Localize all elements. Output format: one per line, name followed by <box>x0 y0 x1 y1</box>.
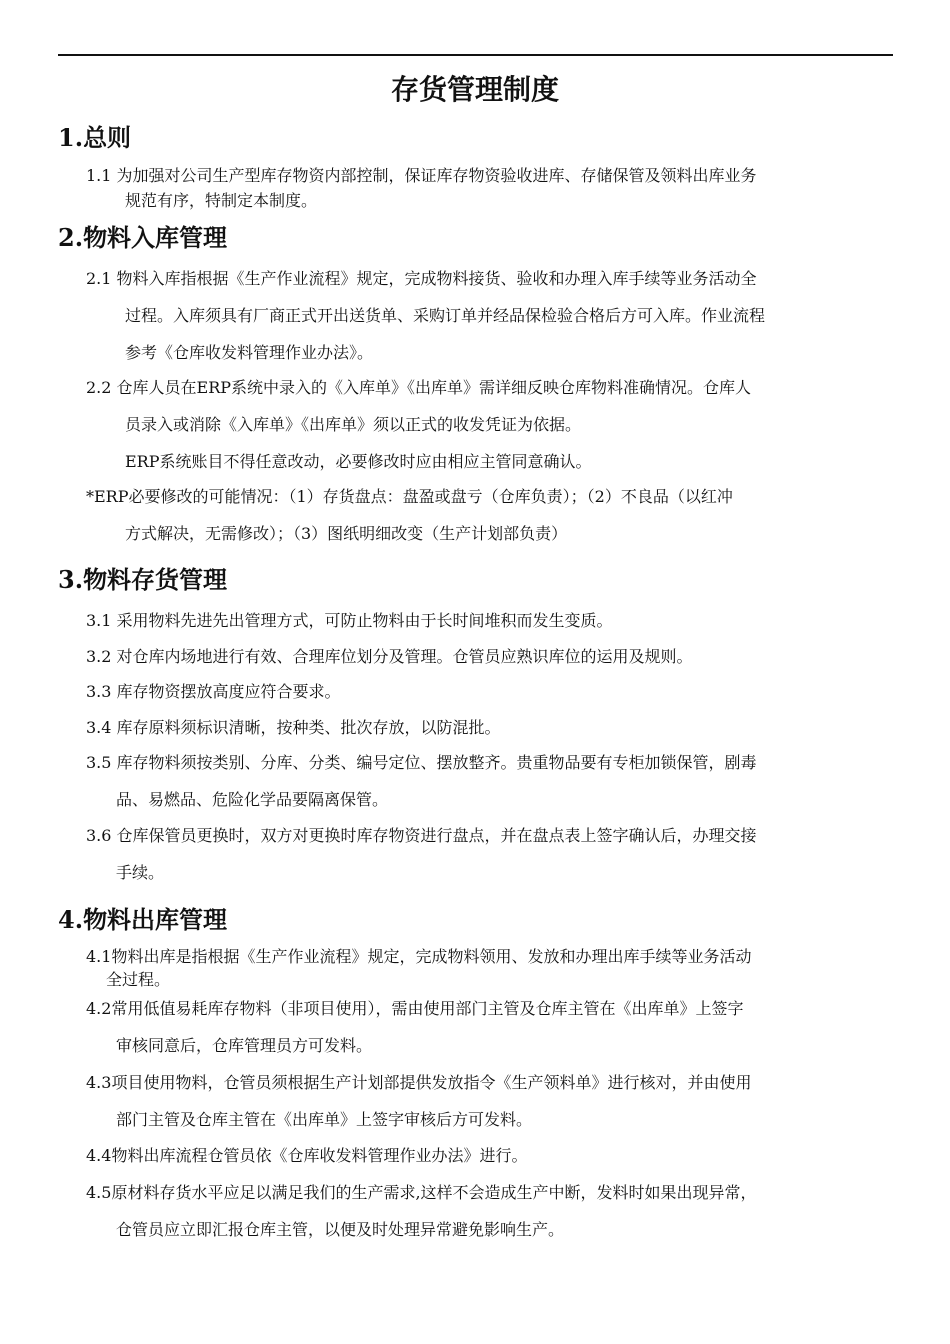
section-heading-4 <box>58 904 227 936</box>
paragraph-4-5 <box>86 1174 896 1248</box>
paragraph-erp-note <box>86 478 896 552</box>
paragraph-line: 过程。入库须具有厂商正式开出送货单、采购订单并经品保检验合格后方可入库。作业流程 <box>125 306 766 325</box>
paragraph-line: 部门主管及仓库主管在《出库单》上签字审核后方可发料。 <box>116 1110 533 1129</box>
paragraph-1-1 <box>86 163 896 213</box>
paragraph-line: ERP系统账目不得任意改动，必要修改时应由相应主管同意确认。 <box>125 452 592 471</box>
paragraph-line: 4.4物料出库流程仓管员依《仓库收发料管理作业办法》进行。 <box>86 1146 528 1165</box>
paragraph-line: 1.1 为加强对公司生产型库存物资内部控制，保证库存物资验收进库、存储保管及领料出库业务 <box>86 166 757 185</box>
section-heading-1 <box>58 122 131 154</box>
document-title: 存货管理制度 <box>390 73 559 106</box>
paragraph-4-3 <box>86 1064 896 1138</box>
paragraph-line: 2.2 仓库人员在ERP系统中录入的《入库单》《出库单》需详细反映仓库物料准确情况。仓库人 <box>86 378 752 397</box>
paragraph-3-6 <box>86 817 896 891</box>
paragraph-line: 4.2常用低值易耗库存物料（非项目使用），需由使用部门主管及仓库主管在《出库单》上签字 <box>86 999 744 1018</box>
top-rule <box>58 54 893 56</box>
section-title: 物料存货管理 <box>83 566 228 594</box>
paragraph-3-5 <box>86 744 896 818</box>
paragraph-line: 3.3 库存物资摆放高度应符合要求。 <box>86 682 341 701</box>
paragraph-line: 参考《仓库收发料管理作业办法》。 <box>125 343 374 362</box>
paragraph-line: 方式解决，无需修改）；（3）图纸明细改变（生产计划部负责） <box>125 524 568 543</box>
paragraph-3-4 <box>86 709 896 746</box>
paragraph-4-1 <box>86 945 896 991</box>
paragraph-line: 4.5原材料存货水平应足以满足我们的生产需求,这样不会造成生产中断，发料时如果出现异常， <box>86 1183 757 1202</box>
paragraph-line: 手续。 <box>116 863 165 882</box>
paragraph-3-1 <box>86 602 896 639</box>
section-title: 物料入库管理 <box>83 224 228 252</box>
section-number: 2. <box>58 223 84 252</box>
section-heading-3 <box>58 564 227 596</box>
paragraph-line: 员录入或消除《入库单》《出库单》须以正式的收发凭证为依据。 <box>125 415 582 434</box>
paragraph-line: 3.4 库存原料须标识清晰，按种类、批次存放，以防混批。 <box>86 718 501 737</box>
paragraph-line: 全过程。 <box>106 970 171 989</box>
section-number: 3. <box>58 565 84 594</box>
paragraph-line: 3.2 对仓库内场地进行有效、合理库位划分及管理。仓管员应熟识库位的运用及规则。 <box>86 647 693 666</box>
paragraph-line: 3.1 采用物料先进先出管理方式，可防止物料由于长时间堆积而发生变质。 <box>86 611 613 630</box>
section-heading-2 <box>58 222 227 254</box>
section-title: 总则 <box>83 124 132 152</box>
paragraph-4-2 <box>86 990 896 1064</box>
paragraph-3-3 <box>86 673 896 710</box>
section-number: 1. <box>58 123 84 152</box>
paragraph-line: 仓管员应立即汇报仓库主管，以便及时处理异常避免影响生产。 <box>116 1220 565 1239</box>
paragraph-line: 3.5 库存物料须按类别、分库、分类、编号定位、摆放整齐。贵重物品要有专柜加锁保管，剧毒 <box>86 753 757 772</box>
paragraph-2-2 <box>86 369 896 480</box>
paragraph-line: 品、易燃品、危险化学品要隔离保管。 <box>116 790 389 809</box>
paragraph-line: 4.1物料出库是指根据《生产作业流程》规定，完成物料领用、发放和办理出库手续等业务活动 <box>86 947 752 966</box>
section-number: 4. <box>58 905 84 934</box>
paragraph-line: 规范有序，特制定本制度。 <box>125 191 318 210</box>
paragraph-line: 3.6 仓库保管员更换时，双方对更换时库存物资进行盘点，并在盘点表上签字确认后，办理交接 <box>86 826 757 845</box>
paragraph-line: 审核同意后，仓库管理员方可发料。 <box>116 1036 373 1055</box>
paragraph-4-4 <box>86 1137 896 1174</box>
paragraph-line: 4.3项目使用物料，仓管员须根据生产计划部提供发放指令《生产领料单》进行核对，并由使用 <box>86 1073 752 1092</box>
paragraph-line: *ERP必要修改的可能情况：（1）存货盘点：盘盈或盘亏（仓库负责）；（2）不良品（以红冲 <box>86 487 733 506</box>
paragraph-2-1 <box>86 260 896 371</box>
section-title: 物料出库管理 <box>83 906 228 934</box>
paragraph-3-2 <box>86 638 896 675</box>
paragraph-line: 2.1 物料入库指根据《生产作业流程》规定，完成物料接货、验收和办理入库手续等业务活动全 <box>86 269 757 288</box>
